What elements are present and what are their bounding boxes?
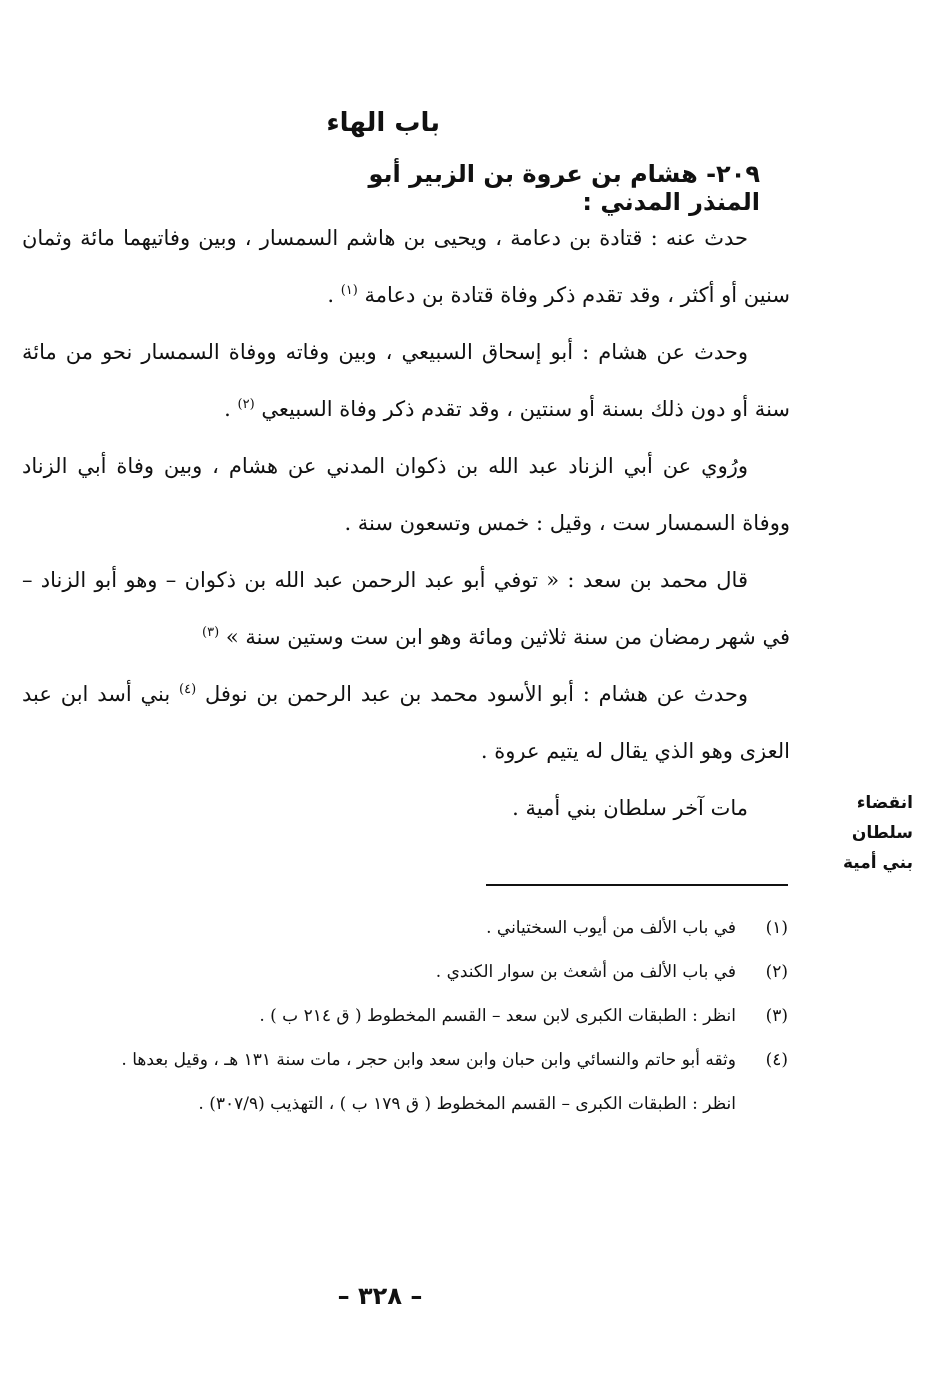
paragraph xyxy=(22,780,790,837)
footnote-text: انظر : الطبقات الكبرى لابن سعد – القسم المخطوط ( ق ٢١٤ ب ) . xyxy=(259,1006,736,1026)
paragraph xyxy=(22,666,790,780)
footnote-text: في باب الألف من أشعث بن سوار الكندي . xyxy=(435,962,736,982)
page-number: – ٣٢٨ – xyxy=(337,1282,423,1310)
paragraph xyxy=(22,210,790,324)
footnote xyxy=(30,1038,788,1082)
footnote-divider xyxy=(486,884,788,886)
margin-note-line: انقضاء سلطان xyxy=(851,793,913,843)
footnote xyxy=(30,950,788,994)
footnote-text: وثقه أبو حاتم والنسائي وابن حبان وابن سعد وابن حجر ، مات سنة ١٣١ هـ ، وقيل بعدها . xyxy=(121,1050,736,1070)
margin-note xyxy=(803,788,913,878)
paragraph-tail: . xyxy=(327,283,341,307)
footnote-ref[interactable]: (٣) xyxy=(202,625,220,640)
paragraph-text: وحدث عن هشام : أبو الأسود محمد بن عبد الرحمن بن نوفل xyxy=(204,682,748,706)
paragraph-text: وحدث عن هشام : أبو إسحاق السبيعي ، وبين وفاته ووفاة السمسار نحو من مائة سنة أو دون ذلك بسنة أو سنتين ، وقد تقدم ذكر وفاة السبيعي xyxy=(22,340,790,421)
paragraph-text: مات آخر سلطان بني أمية . xyxy=(512,796,748,820)
chapter-title: باب الهاء xyxy=(326,108,440,138)
footnote xyxy=(30,994,788,1038)
paragraph xyxy=(22,552,790,666)
paragraph-tail: . xyxy=(224,397,238,421)
main-text xyxy=(22,210,790,837)
footnote-ref[interactable]: (٤) xyxy=(179,682,197,697)
footnote-number: (٢) xyxy=(765,962,788,982)
margin-note-line: بني أمية xyxy=(842,853,913,873)
paragraph-text: ورُوي عن أبي الزناد عبد الله بن ذكوان المدني عن هشام ، وبين وفاة أبي الزناد ووفاة السمسار ست ، وقيل : خمس وتسعون سنة . xyxy=(22,454,790,535)
footnote-text: في باب الألف من أيوب السختياني . xyxy=(486,918,736,938)
paragraph-text: حدث عنه : قتادة بن دعامة ، ويحيى بن هاشم السمسار ، وبين وفاتيهما مائة وثمان سنين أو أكثر ، وقد تقدم ذكر وفاة قتادة بن دعامة xyxy=(22,226,790,307)
footnote-number: (٤) xyxy=(765,1050,788,1070)
footnote-ref[interactable]: (١) xyxy=(340,283,358,298)
footnote xyxy=(30,906,788,950)
paragraph-tail: بني أسد ابن عبد العزى وهو الذي يقال له يتيم عروة . xyxy=(22,682,790,763)
footnote-number: (١) xyxy=(765,918,788,938)
footnotes xyxy=(30,906,788,1126)
footnote-continuation: انظر : الطبقات الكبرى – القسم المخطوط ( ق ١٧٩ ب ) ، التهذيب (٣٠٧/٩) . xyxy=(198,1094,736,1114)
entry-heading: ٢٠٩- هشام بن عروة بن الزبير أبو المنذر المدني : xyxy=(368,160,760,216)
footnote-number: (٣) xyxy=(765,1006,788,1026)
paragraph-text: قال محمد بن سعد : « توفي أبو عبد الرحمن عبد الله بن ذكوان – وهو أبو الزناد – في شهر رمضان من سنة ثلاثين ومائة وهو ابن ست وستين سنة » xyxy=(22,568,790,649)
paragraph xyxy=(22,438,790,552)
footnote-ref[interactable]: (٢) xyxy=(237,397,255,412)
paragraph xyxy=(22,324,790,438)
